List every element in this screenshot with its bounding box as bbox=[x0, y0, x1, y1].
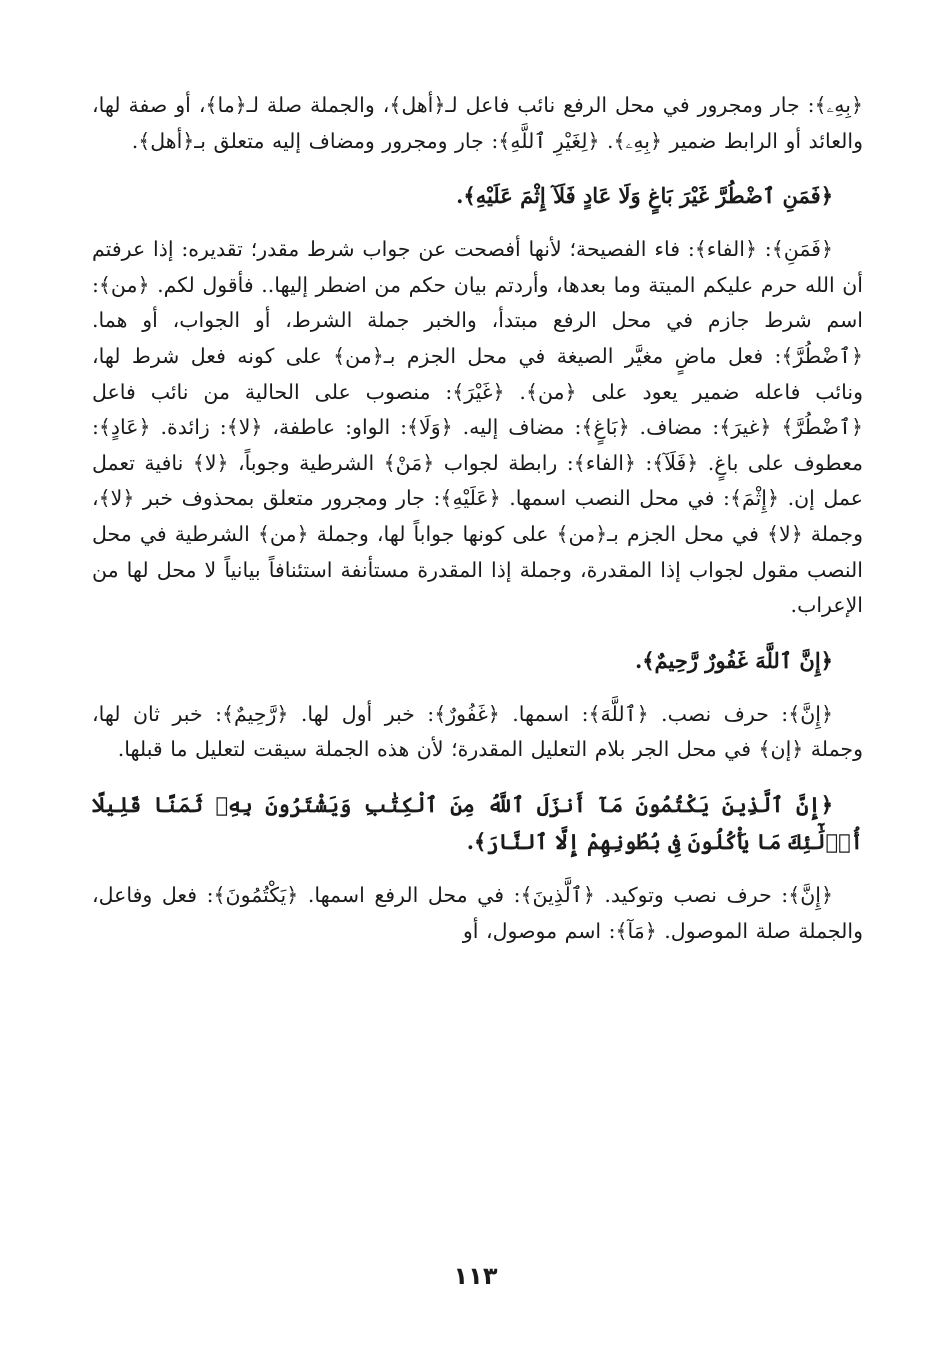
verse-3: ﴿إِنَّ ٱلَّذِينَ يَكْتُمُونَ مَآ أَنزَلَ ٱللَّهُ مِنَ ٱلْكِتَٰبِ وَيَشْتَرُونَ بِهِۦ ثَمَنًا قَلِيلًا أُو۟لَٰٓئِكَ مَا يَأْكُلُونَ فِى بُطُونِهِمْ إِلَّا ٱلنَّارَ﴾. bbox=[92, 791, 863, 854]
paragraph-2: ﴿فَمَنِ﴾: ﴿الفاء﴾: فاء الفصيحة؛ لأنها أفصحت عن جواب شرط مقدر؛ تقديره: إذا عرفتم أن الله حرم عليكم الميتة وما بعدها، وأردتم بيان حكم من اضطر إليها.. فأقول لكم. ﴿من﴾: اسم شرط جازم في محل الرفع مبتدأ، والخبر جملة الشرط، أو الجواب، أو هما. ﴿ٱضْطُرَّ﴾: فعل ماضٍ مغيَّر الصيغة في محل الجزم بـ﴿من﴾ على كونه فعل شرط لها، ونائب فاعله ضمير يعود على ﴿من﴾. ﴿غَيْرَ﴾: منصوب على الحالية من نائب فاعل ﴿ٱضْطُرَّ﴾ ﴿غيرَ﴾: مضاف. ﴿بَاغٍ﴾: مضاف إليه. ﴿وَلَا﴾: الواو: عاطفة، ﴿لا﴾: زائدة. ﴿عَادٍ﴾: معطوف على باغٍ. ﴿فَلَآ﴾: ﴿الفاء﴾: رابطة لجواب ﴿مَنْ﴾ الشرطية وجوباً، ﴿لا﴾ نافية تعمل عمل إن. ﴿إِثْمَ﴾: في محل النصب اسمها. ﴿عَلَيْهِ﴾: جار ومجرور متعلق بمحذوف خبر ﴿لا﴾، وجملة ﴿لا﴾ في محل الجزم بـ﴿من﴾ على كونها جواباً لها، وجملة ﴿من﴾ الشرطية في محل النصب مقول لجواب إذا المقدرة، وجملة إذا المقدرة مستأنفة استئنافاً بيانياً لا محل لها من الإعراب. bbox=[92, 237, 863, 618]
verse-2: ﴿إِنَّ ٱللَّهَ غَفُورٌ رَّحِيمٌ﴾. bbox=[634, 647, 833, 673]
page-number: ١١٣ bbox=[453, 1262, 498, 1290]
paragraph-4: ﴿إِنَّ﴾: حرف نصب وتوكيد. ﴿ٱلَّذِينَ﴾: في محل الرفع اسمها. ﴿يَكْتُمُونَ﴾: فعل وفاعل، والجملة صلة الموصول. ﴿مَآ﴾: اسم موصول، أو bbox=[92, 882, 863, 943]
verse-1: ﴿فَمَنِ ٱضْطُرَّ غَيْرَ بَاغٍ وَلَا عَادٍ فَلَآ إِثْمَ عَلَيْهِ﴾. bbox=[456, 183, 833, 209]
paragraph-1: ﴿بِهِۦ﴾: جار ومجرور في محل الرفع نائب فاعل لـ﴿أهل﴾، والجملة صلة لـ﴿ما﴾، أو صفة لها، والعائد أو الرابط ضمير ﴿بِهِۦ﴾. ﴿لِغَيْرِ ٱللَّهِ﴾: جار ومجرور ومضاف إليه متعلق بـ﴿أهل﴾. bbox=[92, 93, 863, 153]
paragraph-3: ﴿إِنَّ﴾: حرف نصب. ﴿ٱللَّهَ﴾: اسمها. ﴿غَفُورٌ﴾: خبر أول لها. ﴿رَّحِيمٌ﴾: خبر ثان لها، وجملة ﴿إن﴾ في محل الجر بلام التعليل المقدرة؛ لأن هذه الجملة سيقت لتعليل ما قبلها. bbox=[92, 701, 863, 762]
page-body bbox=[92, 88, 863, 967]
